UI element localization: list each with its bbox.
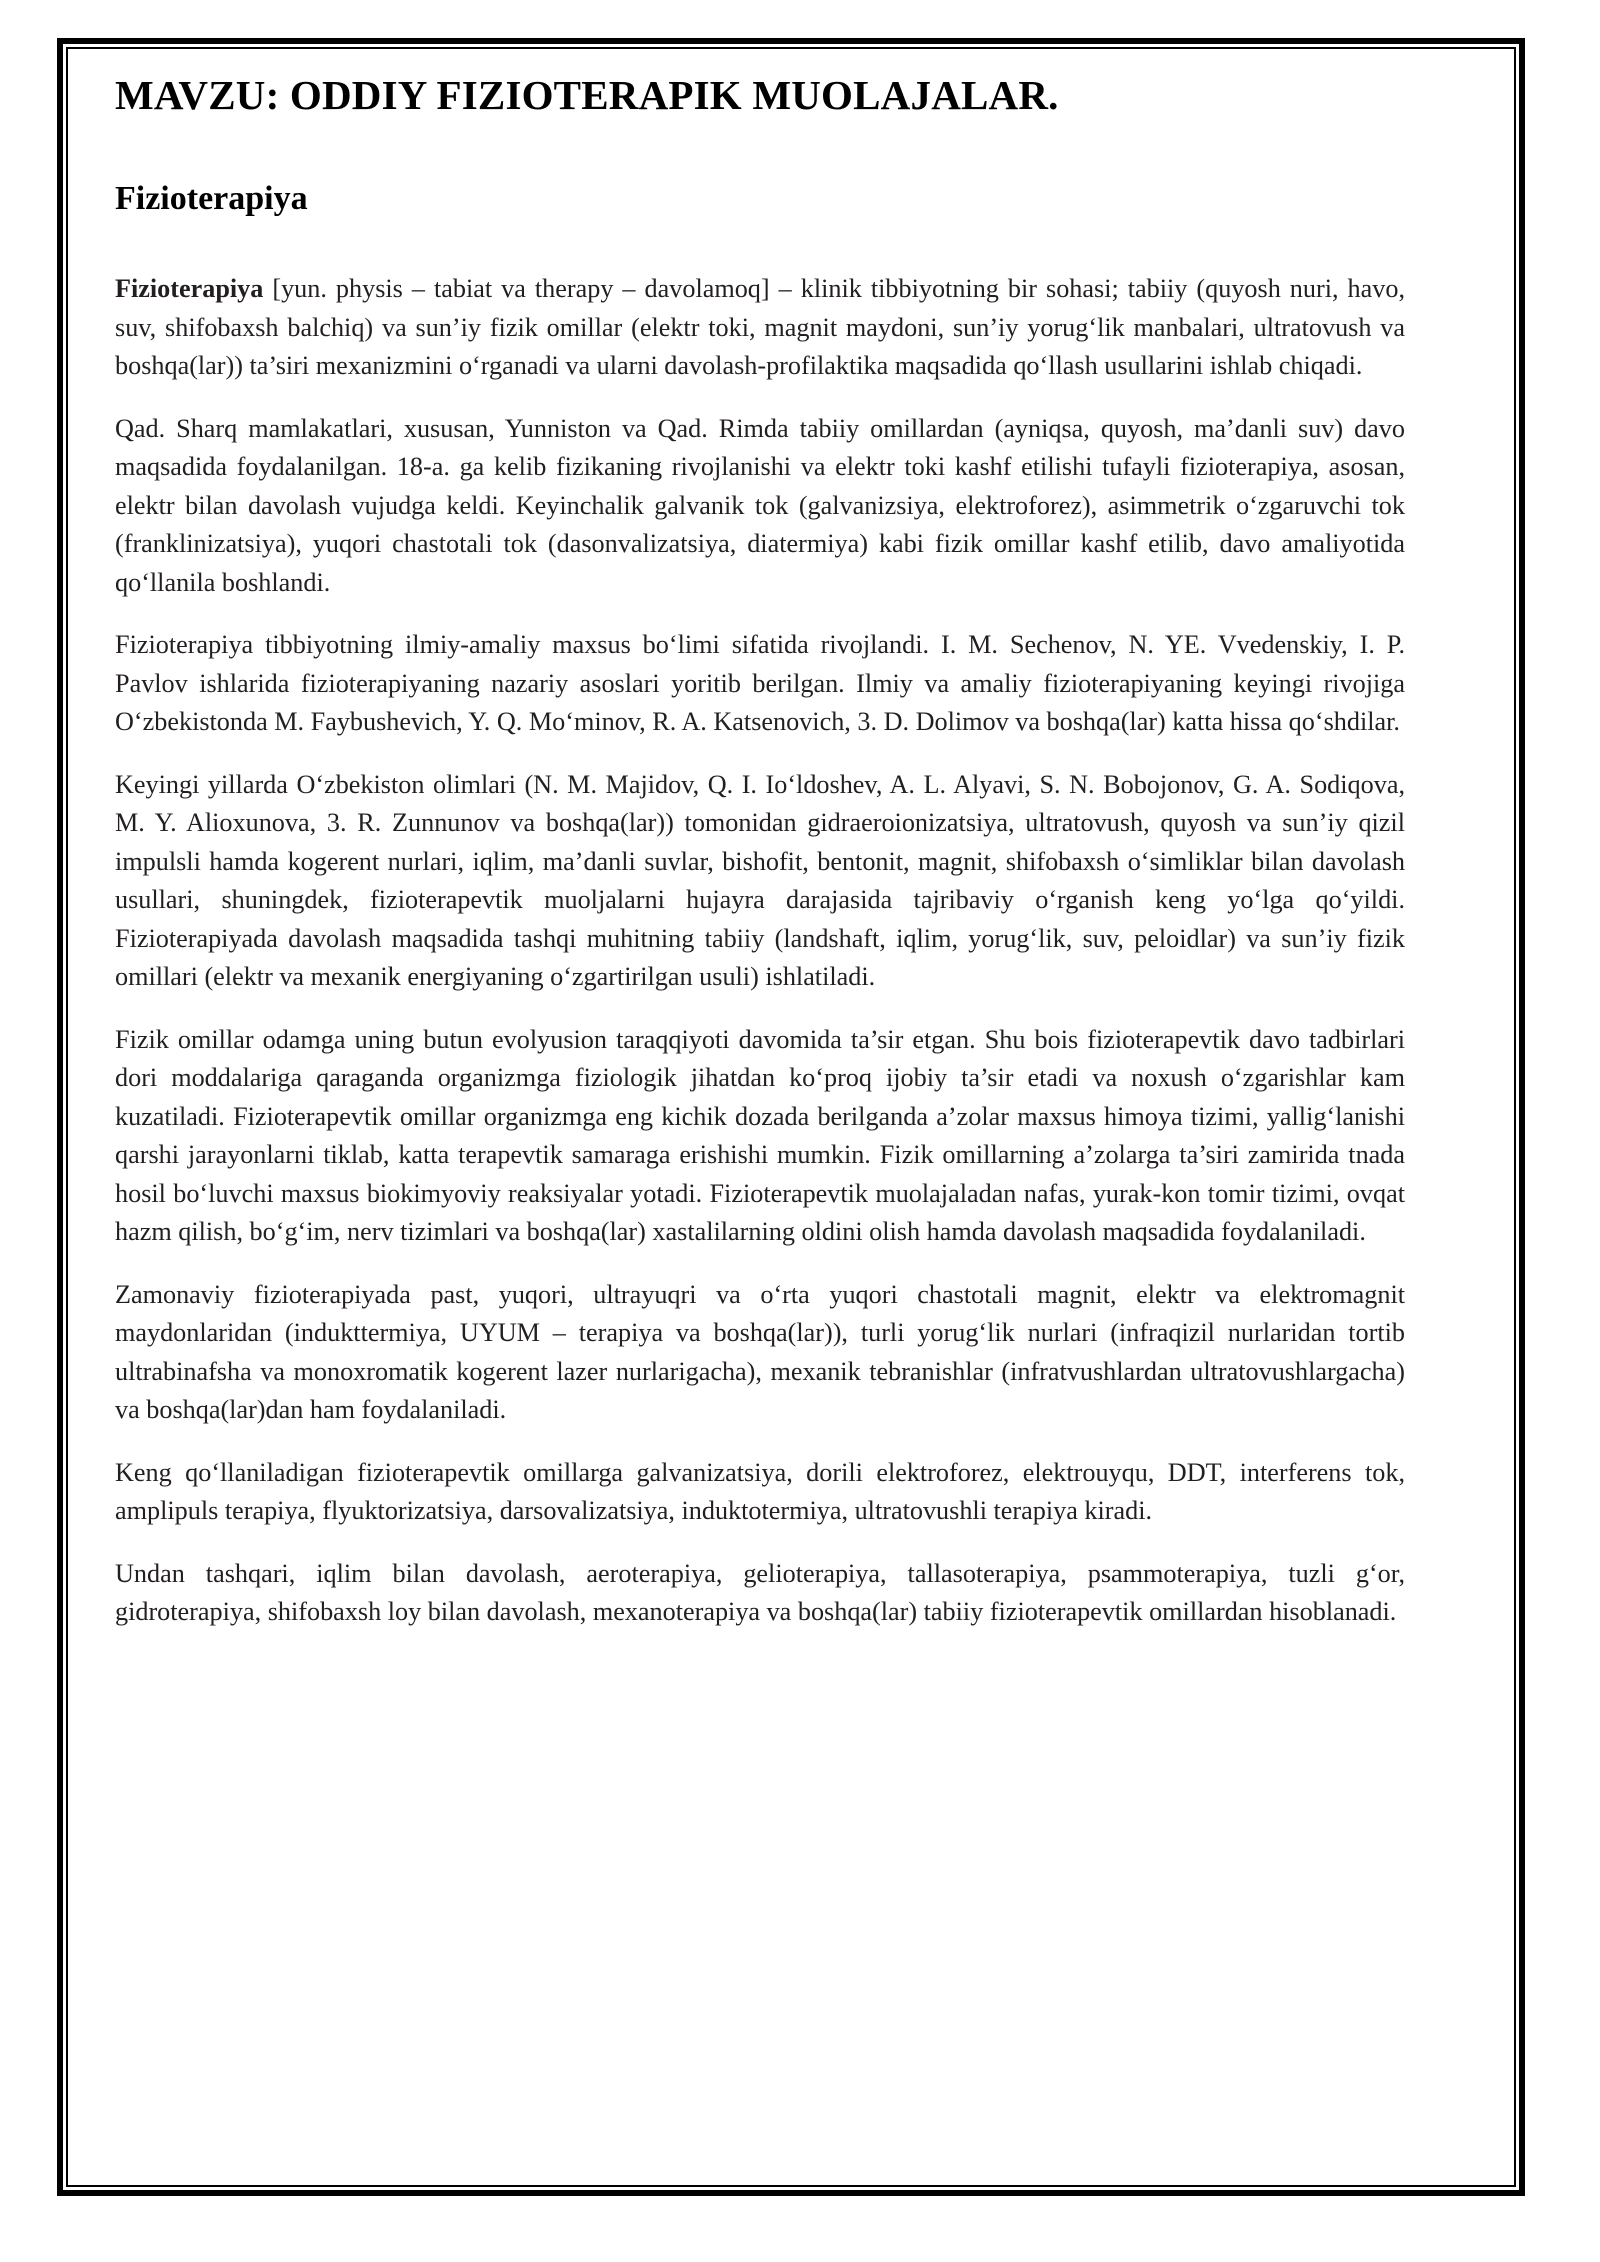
paragraph-natural-factors: Undan tashqari, iqlim bilan davolash, aeroterapiya, gelioterapiya, tallasoterapiya, psammoterapiya, tuzli g‘or, gidroterapiya, shifobaxsh loy bilan davolash, mexanoterapiya va boshqa(lar) tabiiy fizioterapevtik omillardan hisoblanadi. (115, 1558, 1405, 1627)
document-body (115, 71, 1405, 1632)
paragraph-common-methods: Keng qo‘llaniladigan fizioterapevtik omillarga galvanizatsiya, dorili elektroforez, elektrouyqu, DDT, interferens tok, amplipuls terapiya, flyuktorizatsiya, darsovalizatsiya, induktotermiya, ultratovushli terapiya kiradi. (115, 1457, 1405, 1526)
page-border-inner (66, 47, 1516, 2187)
page-title: MAVZU: ODDIY FIZIOTERAPIK MUOLAJALAR. (115, 72, 1059, 118)
paragraph-list (115, 270, 1405, 1632)
lead-term-definition: [yun. physis – tabiat va therapy – davolamoq] – klinik tibbiyotning bir sohasi; tabiiy (quyosh nuri, havo, suv, shifobaxsh balchiq) va sun’iy fizik omillar (elektr toki, magnit maydoni, sun’iy yorug‘lik manbalari, ultratovush va boshqa(lar)) ta’siri mexanizmini o‘rganadi va ularni davolash-profilaktika maqsadida qo‘llash usullarini ishlab chiqadi. (115, 274, 1405, 381)
section-heading-fizioterapiya: Fizioterapiya (115, 180, 308, 218)
paragraph-modern-physiotherapy: Zamonaviy fizioterapiyada past, yuqori, ultrayuqri va o‘rta yuqori chastotali magnit, elektr va elektromagnit maydonlaridan (indukttermiya, UYUM – terapiya va boshqa(lar)), turli yorug‘lik nurlari (infraqizil nurlaridan tortib ultrabinafsha va monoxromatik kogerent lazer nurlarigacha), mexanik tebranishlar (infratvushlardan ultratovushlargacha) va boshqa(lar)dan ham foydalaniladi. (115, 1279, 1405, 1425)
page-border-outer (57, 38, 1525, 2196)
paragraph-physical-factors: Fizik omillar odamga uning butun evolyusion taraqqiyoti davomida ta’sir etgan. Shu bois fizioterapevtik davo tadbirlari dori moddalariga qaraganda organizmga fiziologik jihatdan ko‘proq ijobiy ta’sir etadi va noxush o‘zgarishlar kam kuzatiladi. Fizioterapevtik omillar organizmga eng kichik dozada berilganda a’zolar maxsus himoya tizimi, yallig‘lanishi qarshi jarayonlarni tiklab, katta terapevtik samaraga erishishi mumkin. Fizik omillarning a’zolarga ta’siri zamirida tnada hosil bo‘luvchi maxsus biokimyoviy reaksiyalar yotadi. Fizioterapevtik muolajaladan nafas, yurak-kon tomir tizimi, ovqat hazm qilish, bo‘g‘im, nerv tizimlari va boshqa(lar) xastalilarning oldini olish hamda davolash maqsadida foydalaniladi. (115, 1024, 1405, 1247)
paragraph-history: Qad. Sharq mamlakatlari, xususan, Yunniston va Qad. Rimda tabiiy omillardan (ayniqsa, quyosh, ma’danli suv) davo maqsadida foydalanilgan. 18-a. ga kelib fizikaning rivojlanishi va elektr toki kashf etilishi tufayli fizioterapiya, asosan, elektr bilan davolash vujudga keldi. Keyinchalik galvanik tok (galvanizsiya, elektroforez), asimmetrik o‘zgaruvchi tok (franklinizatsiya), yuqori chastotali tok (dasonvalizatsiya, diatermiya) kabi fizik omillar kashf etilib, davo amaliyotida qo‘llanila boshlandi. (115, 413, 1405, 597)
lead-term: Fizioterapiya (115, 274, 264, 304)
paragraph-definition (115, 270, 1405, 386)
paragraph-uzbek-scientists: Keyingi yillarda O‘zbekiston olimlari (N. M. Majidov, Q. I. Io‘ldoshev, A. L. Alyavi, S. N. Bobojonov, G. A. Sodiqova, M. Y. Alioxunova, 3. R. Zunnunov va boshqa(lar)) tomonidan gidraeroionizatsiya, ultratovush, quyosh va sun’iy qizil impulsli hamda kogerent nurlari, iqlim, ma’danli suvlar, bishofit, bentonit, magnit, shifobaxsh o‘simliklar bilan davolash usullari, shuningdek, fizioterapevtik muoljalarni hujayra darajasida tajribaviy o‘rganish keng yo‘lga qo‘yildi. Fizioterapiyada davolash maqsadida tashqi muhitning tabiiy (landshaft, iqlim, yorug‘lik, suv, peloidlar) va sun’iy fizik omillari (elektr va mexanik energiyaning o‘zgartirilgan usuli) ishlatiladi. (115, 769, 1405, 992)
paragraph-scientific-development: Fizioterapiya tibbiyotning ilmiy-amaliy maxsus bo‘limi sifatida rivojlandi. I. M. Sechenov, N. YE. Vvedenskiy, I. P. Pavlov ishlarida fizioterapiyaning nazariy asoslari yoritib berilgan. Ilmiy va amaliy fizioterapiyaning keyingi rivojiga O‘zbekistonda M. Faybushevich, Y. Q. Mo‘minov, R. A. Katsenovich, 3. D. Dolimov va boshqa(lar) katta hissa qo‘shdilar. (115, 630, 1405, 737)
